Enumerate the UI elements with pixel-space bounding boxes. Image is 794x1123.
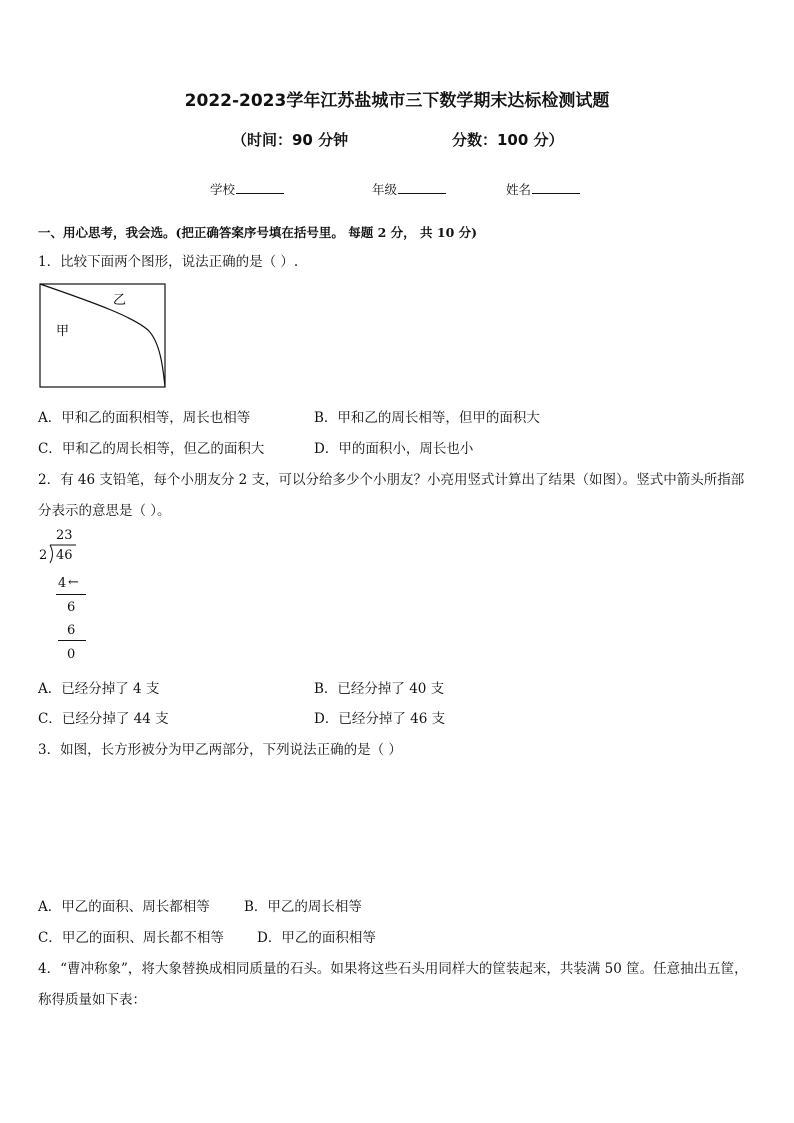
grade-label: 年级 <box>372 182 398 197</box>
q2-stem-line2: 分表示的意思是（ ）。 <box>38 503 171 519</box>
q1-option-b[interactable]: B．甲和乙的周长相等，但甲的面积大 <box>314 410 540 426</box>
division-step1: 4 <box>58 576 67 591</box>
page-title: 2022-2023学年江苏盐城市三下数学期末达标检测试题 <box>184 91 610 111</box>
q3-option-b[interactable]: B．甲乙的周长相等 <box>244 899 362 915</box>
q1-figure <box>38 282 170 390</box>
q3-option-a[interactable]: A．甲乙的面积、周长都相等 <box>38 899 210 915</box>
q1-label-yi: 乙 <box>113 293 127 308</box>
division-line-2 <box>58 640 86 641</box>
q2-stem-line1: 2．有 46 支铅笔，每个小朋友分 2 支，可以分给多少个小朋友？小亮用竖式计算出了结果（如图）。竖式中箭头所指部 <box>38 472 745 488</box>
division-line-1 <box>56 594 86 595</box>
q2-option-c[interactable]: C．已经分掉了 44 支 <box>38 711 169 727</box>
score-label: 分数：100 分） <box>452 131 564 149</box>
q4-stem-line1: 4．“曹冲称象”，将大象替换成相同质量的石头。如果将这些石头用同样大的筐装起来，共装满 50 筐。任意抽出五筐， <box>38 961 748 977</box>
division-quotient: 23 <box>56 528 73 543</box>
division-dividend: 46 <box>56 548 73 563</box>
q3-option-c[interactable]: C．甲乙的面积、周长都不相等 <box>38 930 224 946</box>
division-arrow: ← <box>68 575 79 590</box>
school-label: 学校 <box>210 182 236 197</box>
q3-stem: 3．如图，长方形被分为甲乙两部分，下列说法正确的是（ ） <box>38 742 402 758</box>
section-heading: 一、用心思考，我会选。(把正确答案序号填在括号里。 每题 2 分， 共 10 分) <box>38 225 478 240</box>
time-label: （时间：90 分钟 <box>232 131 349 149</box>
q1-option-c[interactable]: C．甲和乙的周长相等，但乙的面积大 <box>38 441 265 457</box>
name-field <box>506 180 580 198</box>
division-step2: 6 <box>67 623 76 638</box>
name-blank[interactable] <box>532 182 580 194</box>
division-divisor: 2 <box>39 548 48 563</box>
q1-stem: 1．比较下面两个图形，说法正确的是（ ）. <box>38 254 299 270</box>
q1-option-a[interactable]: A．甲和乙的面积相等，周长也相等 <box>38 410 251 426</box>
q2-option-b[interactable]: B．已经分掉了 40 支 <box>314 681 445 697</box>
q1-option-d[interactable]: D．甲的面积小，周长也小 <box>314 441 474 457</box>
division-final: 0 <box>67 647 76 662</box>
school-blank[interactable] <box>236 182 284 194</box>
q1-label-jia: 甲 <box>56 324 70 339</box>
q2-option-a[interactable]: A．已经分掉了 4 支 <box>38 681 160 697</box>
school-field <box>210 180 284 198</box>
q3-option-d[interactable]: D．甲乙的面积相等 <box>257 930 376 946</box>
q3-figure-area <box>38 768 738 888</box>
division-remainder1: 6 <box>67 600 76 615</box>
name-label: 姓名 <box>506 182 532 197</box>
grade-blank[interactable] <box>398 182 446 194</box>
q4-stem-line2: 称得质量如下表： <box>38 992 146 1008</box>
q2-option-d[interactable]: D．已经分掉了 46 支 <box>314 711 446 727</box>
grade-field <box>372 180 446 198</box>
